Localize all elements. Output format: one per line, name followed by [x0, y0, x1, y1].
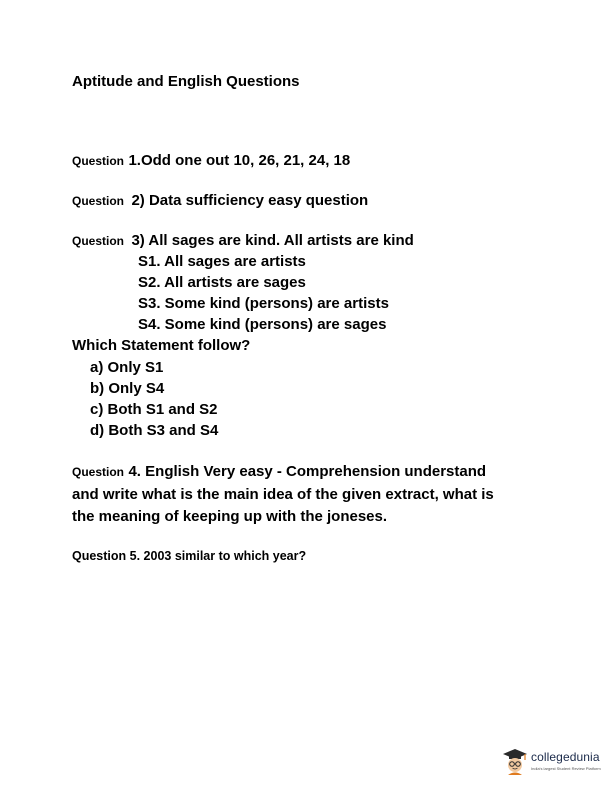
- question-5: Question 5. 2003 similar to which year?: [72, 549, 307, 563]
- statement-s3: S3. Some kind (persons) are artists: [138, 295, 389, 312]
- collegedunia-logo: [502, 746, 602, 778]
- question-3-prefix: Question: [72, 234, 125, 248]
- question-1-prefix: Question: [72, 154, 125, 168]
- page-title: Aptitude and English Questions: [72, 73, 300, 90]
- logo-name: collegedunia: [531, 750, 600, 764]
- question-3: [72, 232, 414, 250]
- question-2-prefix: Question: [72, 194, 125, 208]
- question-1-text: 1.Odd one out 10, 26, 21, 24, 18: [128, 152, 351, 169]
- statement-s2: S2. All artists are sages: [138, 274, 306, 291]
- option-c: c) Both S1 and S2: [90, 401, 218, 418]
- question-3-prompt: Which Statement follow?: [72, 337, 251, 354]
- student-mascot-icon: [502, 748, 528, 776]
- logo-tagline: India's largest Student Review Platform: [531, 766, 601, 771]
- statement-s1: S1. All sages are artists: [138, 253, 306, 270]
- question-4-prefix: Question: [72, 465, 125, 479]
- option-b: b) Only S4: [90, 380, 165, 397]
- question-4: [72, 463, 486, 481]
- question-2: [72, 192, 368, 210]
- statement-s4: S4. Some kind (persons) are sages: [138, 316, 387, 333]
- question-1: [72, 152, 350, 170]
- question-4-text: 4. English Very easy - Comprehension understand: [128, 463, 487, 480]
- question-4-line-3: the meaning of keeping up with the joneses.: [72, 508, 388, 525]
- option-d: d) Both S3 and S4: [90, 422, 219, 439]
- question-4-line-2: and write what is the main idea of the given extract, what is: [72, 486, 494, 503]
- question-3-text: 3) All sages are kind. All artists are kind: [131, 232, 414, 249]
- question-2-text: 2) Data sufficiency easy question: [131, 192, 369, 209]
- option-a: a) Only S1: [90, 359, 164, 376]
